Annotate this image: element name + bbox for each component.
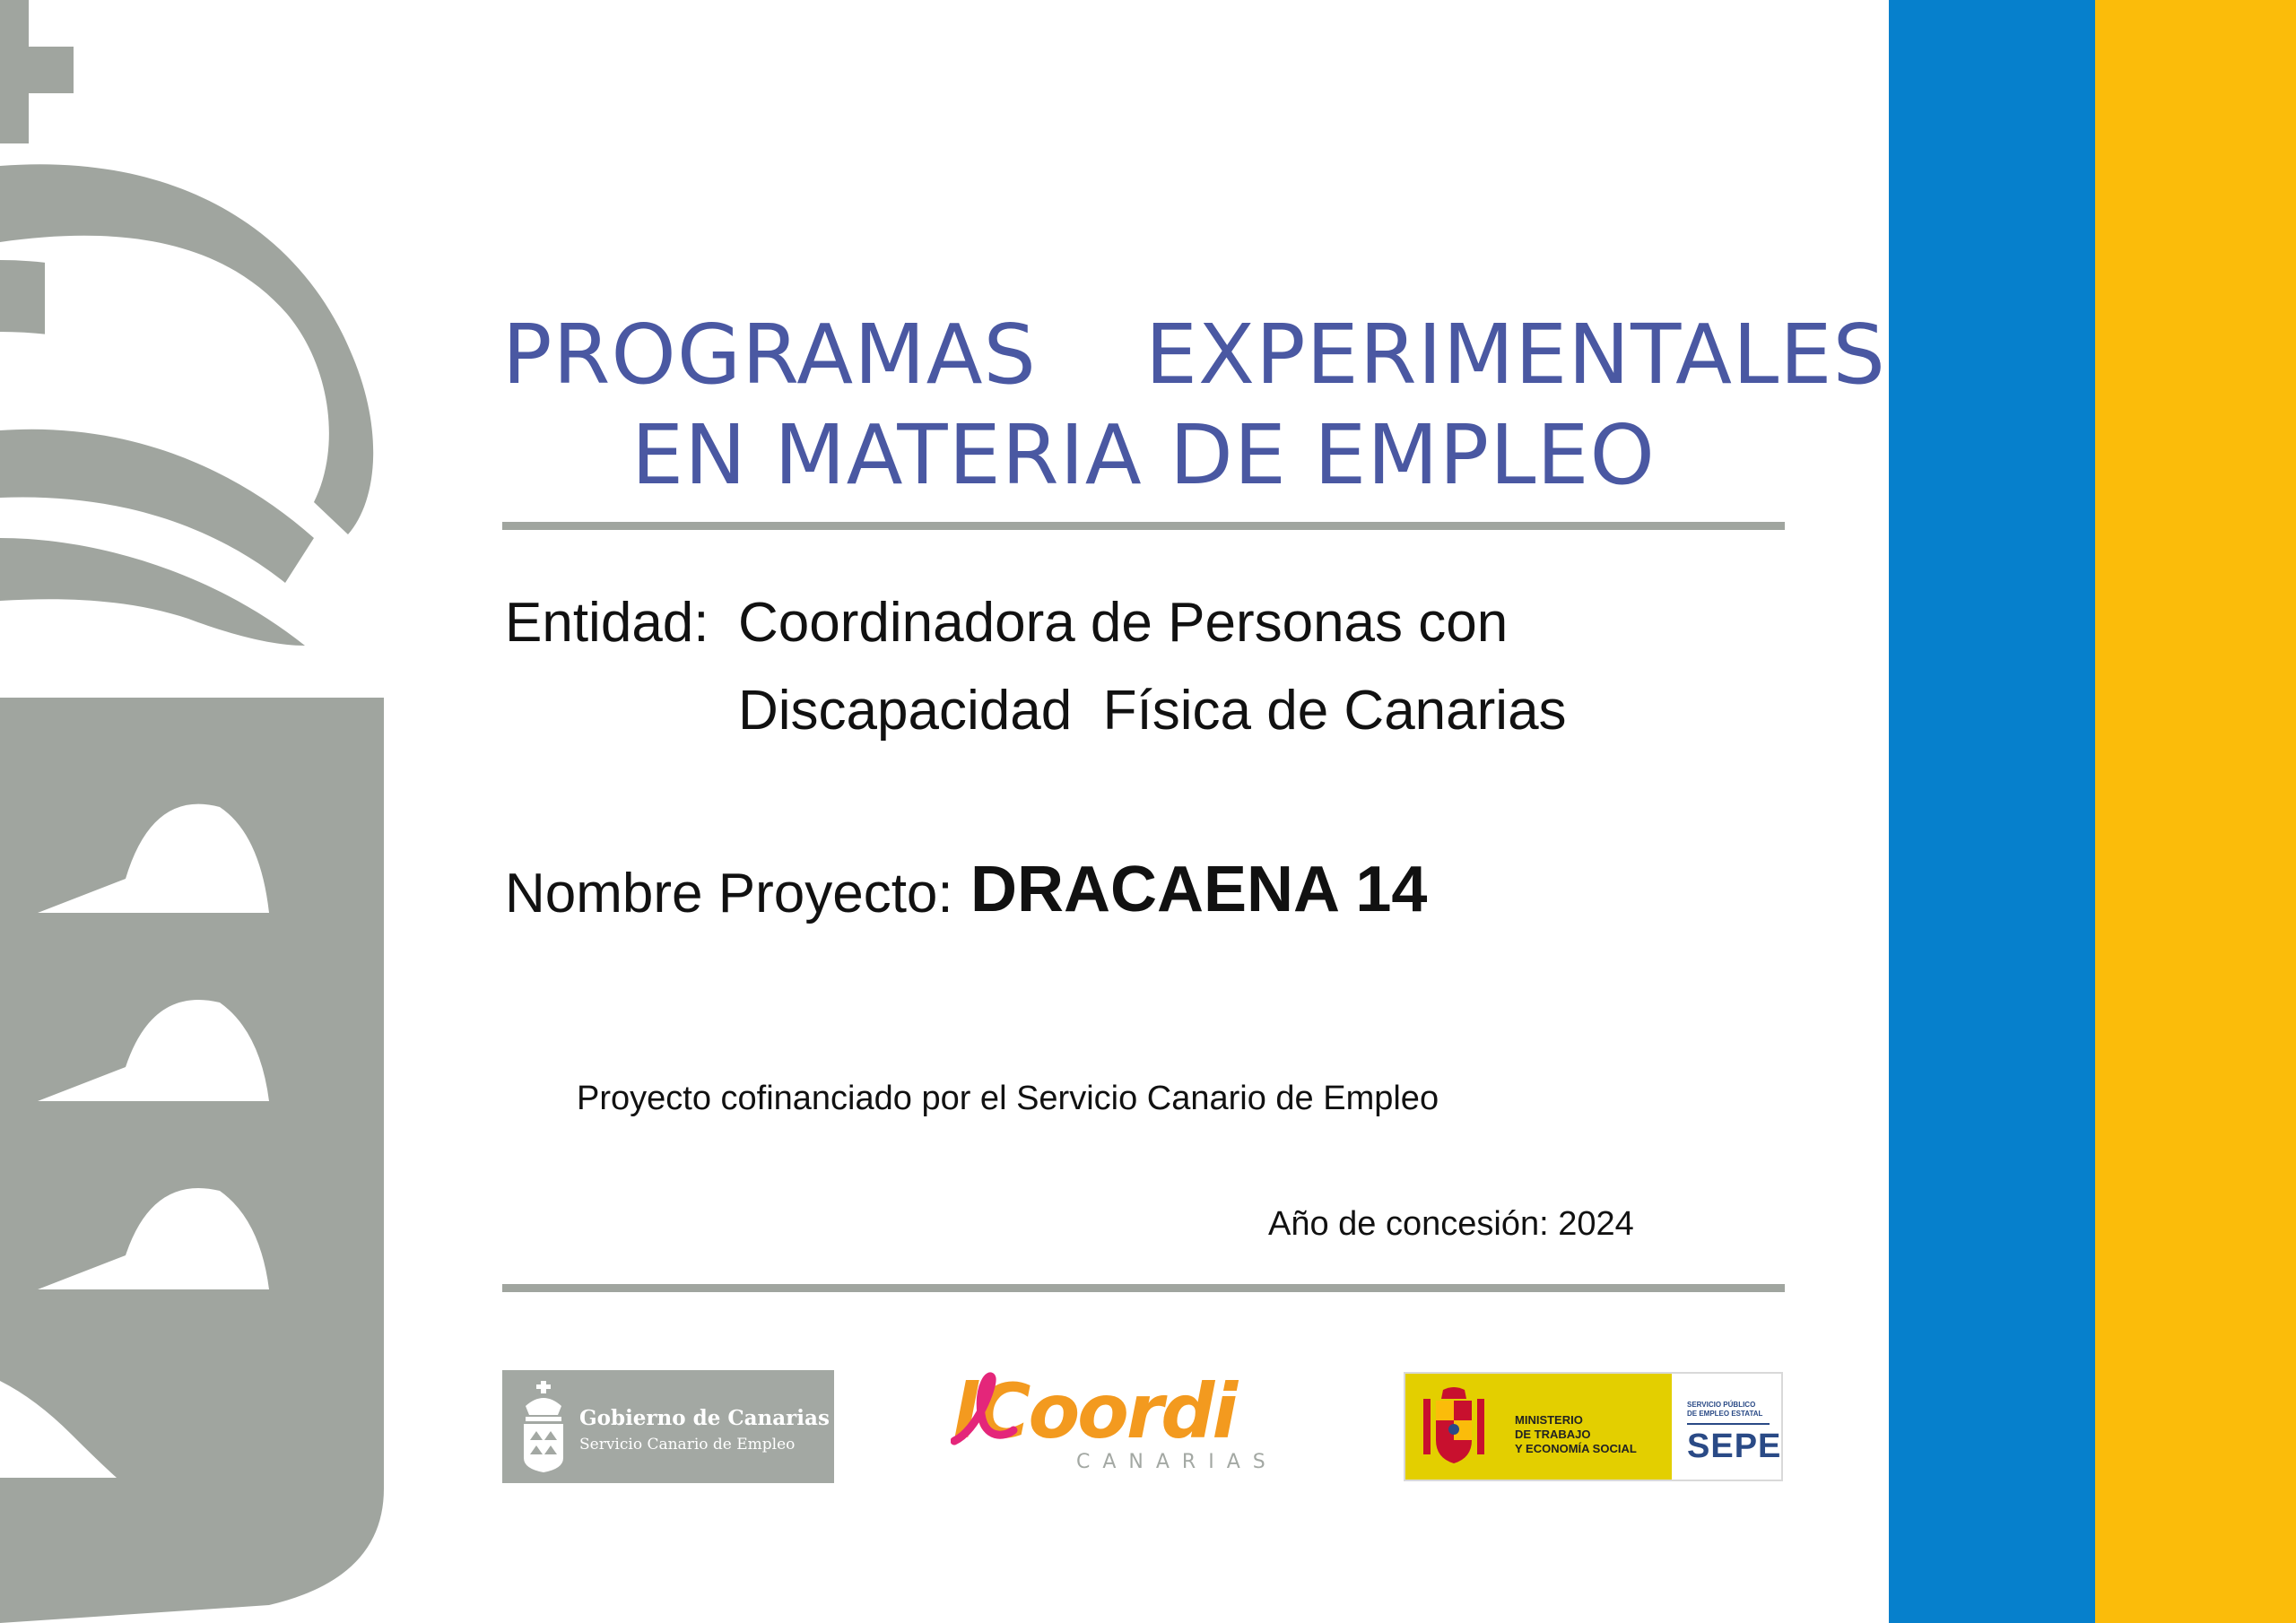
page-title bbox=[502, 305, 1886, 506]
gobierno-subtitle: Servicio Canario de Empleo bbox=[579, 1436, 796, 1454]
gobierno-seal-icon bbox=[518, 1379, 569, 1474]
sepe-subtitle: SERVICIO PÚBLICO DE EMPLEO ESTATAL bbox=[1687, 1401, 1763, 1418]
gobierno-title: Gobierno de Canarias bbox=[579, 1406, 830, 1430]
ministerio-block bbox=[1405, 1374, 1672, 1480]
blue-side-stripe bbox=[1889, 0, 2095, 1623]
entity-label: Entidad: bbox=[505, 592, 709, 654]
entity-value-line-1: Coordinadora de Personas con bbox=[738, 592, 1509, 654]
title-line-2: EN MATERIA DE EMPLEO bbox=[631, 407, 1656, 503]
grant-year: Año de concesión: 2024 bbox=[1268, 1205, 1634, 1243]
sepe-wordmark: SEPE bbox=[1687, 1428, 1782, 1465]
entity-value-line-2: Discapacidad Física de Canarias bbox=[738, 680, 1567, 742]
entity-value bbox=[738, 592, 1635, 768]
project-name-value: DRACAENA 14 bbox=[970, 854, 1428, 925]
spain-coat-of-arms-icon bbox=[1420, 1386, 1488, 1467]
sepe-divider bbox=[1687, 1423, 1770, 1425]
yellow-side-stripe bbox=[2095, 0, 2296, 1623]
coordi-subtitle: CANARIAS bbox=[1076, 1451, 1278, 1473]
coordi-canarias-logo bbox=[951, 1367, 1300, 1475]
canarias-emblem-watermark-icon bbox=[0, 0, 413, 1623]
ministerio-sepe-logo bbox=[1404, 1372, 1783, 1481]
coordi-wordmark: lCoordi bbox=[952, 1367, 1236, 1455]
cofinance-statement: Proyecto cofinanciado por el Servicio Canario de Empleo bbox=[577, 1080, 1439, 1117]
top-divider bbox=[502, 522, 1785, 530]
title-line-1: PROGRAMAS EXPERIMENTALES bbox=[502, 307, 1886, 403]
ministerio-name: MINISTERIO DE TRABAJO Y ECONOMÍA SOCIAL bbox=[1515, 1413, 1637, 1455]
bottom-divider bbox=[502, 1284, 1785, 1292]
gobierno-de-canarias-logo bbox=[502, 1370, 834, 1483]
project-name-label: Nombre Proyecto: bbox=[505, 863, 953, 924]
